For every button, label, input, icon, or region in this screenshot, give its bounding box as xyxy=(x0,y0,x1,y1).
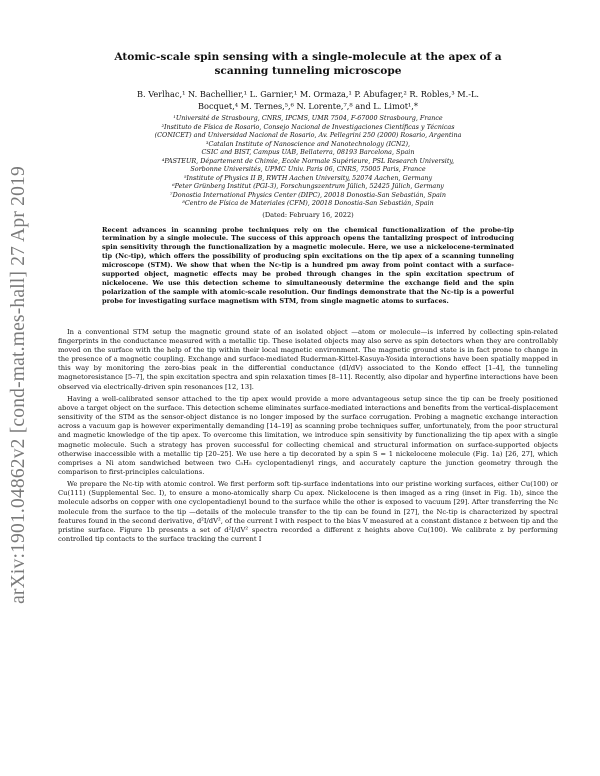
affiliation-line: ⁴PASTEUR, Département de Chimie, Ecole Normale Supérieure, PSL Research University, xyxy=(161,156,455,165)
affiliation-line: ⁸Centro de Física de Materiales (CFM), 20018 Donostia-San Sebastián, Spain xyxy=(182,199,434,207)
body-paragraph: In a conventional STM setup the magnetic ground state of an isolated object —atom or molecule—is inferred by collecting spin-related fingerprints in the conductance measured with a metallic tip. These isolated objects may also serve as spin detectors when they are controllably moved on the surface with the help of the tip within their local magnetic environment. The magnetic ground state is in fact prone to change in the presence of a magnetic coupling. Exchange and surface-mediated Ruderman-Kittel-Kasuya-Yosida interactions have been spatially mapped in this way by monitoring the zero-bias peak in the differential conductance (dI/dV) associated to the Kondo effect [1–4], the tunneling magnetoresistance [5–7], the spin excitation spectra and spin relaxation times [8–11]. Recently, also dipolar and hyperfine interactions have been observed via electrically-driven spin resonances [12, 13]. xyxy=(58,327,558,391)
affiliation-line: ⁵Institute of Physics II B, RWTH Aachen University, 52074 Aachen, Germany xyxy=(183,173,433,182)
body-paragraph: We prepare the Nc-tip with atomic control. We first perform soft tip-surface indentations into our pristine working surfaces, either Cu(100) or Cu(111) (Supplemental Sec. I), to ensure a mono-atomically sharp Cu apex. Nickelocene is then imaged as a ring (inset in Fig. 1b), since the molecule adsorbs on copper with one cyclopentadienyl bound to the surface while the other is exposed to vacuum [29]. After transferring the Nc molecule from the surface to the tip —details of the molecule transfer to the tip can be found in [27], the Nc-tip is characterized by spectral features found in the second derivative, d²I/dV², of the current I with respect to the bias V measured at a constant distance z between tip and the pristine surface. Figure 1b presents a set of d²I/dV² spectra recorded a different z heights above Cu(100). We calibrate z by performing controlled tip contacts to the surface tracking the current I xyxy=(58,480,558,544)
affiliation-line: ¹Université de Strasbourg, CNRS, IPCMS, UMR 7504, F-67000 Strasbourg, France xyxy=(173,114,443,122)
body-paragraph: Having a well-calibrated sensor attached to the tip apex would provide a more advantageous setup since the tip can be freely positioned above a target object on the surface. This detection scheme eliminates surface-mediated interactions and benefits from the vertical-displacement sensitivity of the STM as the sensor-object distance is no longer imposed by the surface corrugation. Probing a magnetic exchange interaction across a vacuum gap is however experimentally demanding [14–19] as scanning probe techniques suffer, unfortunately, from the poor structural and magnetic knowledge of the tip apex. To overcome this limitation, we introduce spin sensitivity by functionalizing the tip apex with a single magnetic molecule. Such a strategy has proven successful for collecting chemical and structural information on surface-supported objects otherwise inaccessible with a metallic tip [20–25]. We use here a tip decorated by a spin S = 1 nickelocene molecule (Fig. 1a) [26, 27], which comprises a Ni atom sandwiched between two C₅H₅ cyclopentadienyl rings, and accurately capture the junction geometry through the comparison to first-principles calculations. xyxy=(58,394,558,476)
date-line: (Dated: February 16, 2022) xyxy=(262,210,354,219)
abstract: Recent advances in scanning probe techniques rely on the chemical functionalization of the probe-tip termination by a single molecule. The success of this approach opens the tantalizing prospect of introducing spin sensitivity through the functionalization by a magnetic molecule. Here, we use a nickelocene-terminated tip (Nc-tip), which offers the possibility of producing spin excitations on the tip apex of a scanning tunneling microscope (STM). We show that when the Nc-tip is a hundred pm away from point contact with a surface-supported object, magnetic effects may be probed through changes in the spin excitation spectrum of nickelocene. We use this detection scheme to simultaneously determine the exchange field and the spin polarization of the sample with atomic-scale resolution. Our findings demonstrate that the Nc-tip is a powerful probe for investigating surface magnetism with STM, from single magnetic atoms to surfaces. xyxy=(102,225,514,305)
affiliation-line: ²Instituto de Física de Rosario, Consejo Nacional de Investigaciones Científicas y Técnicas xyxy=(161,122,455,131)
affiliation-line: ³Catalan Institute of Nanoscience and Nanotechnology (ICN2), xyxy=(205,139,411,148)
affiliations xyxy=(58,114,558,208)
paper-page xyxy=(58,50,558,547)
affiliation-line: (CONICET) and Universidad Nacional de Rosario, Av. Pellegrini 250 (2000) Rosario, Argentina xyxy=(154,131,462,139)
paper-title: Atomic-scale spin sensing with a single-molecule at the apex of a scanning tunneling microscope xyxy=(114,51,502,77)
affiliation-line: Sorbonne Universités, UPMC Univ. Paris 06, CNRS, 75005 Paris, France xyxy=(190,165,426,173)
affiliation-line: ⁷Donostia International Physics Center (DIPC), 20018 Donostia-San Sebastián, Spain xyxy=(170,190,446,199)
affiliation-line: CSIC and BIST, Campus UAB, Bellaterra, 08193 Barcelona, Spain xyxy=(201,148,415,156)
arxiv-identifier xyxy=(4,150,34,620)
author-list: B. Verlhac,¹ N. Bachellier,¹ L. Garnier,¹ M. Ormaza,¹ P. Abufager,² R. Robles,³ M.-L. Bocquet,⁴ M. Ternes,⁵,⁶ N. Lorente,⁷,⁸ and L. Limot¹,* xyxy=(136,89,480,111)
affiliation-line: ⁶Peter Grünberg Institut (PGI-3), Forschungszentrum Jülich, 52425 Jülich, Germany xyxy=(172,182,444,190)
arxiv-identifier-text: arXiv:1901.04862v2 [cond-mat.mes-hall] 27 Apr 2019 xyxy=(8,166,29,604)
body-text xyxy=(58,328,558,545)
